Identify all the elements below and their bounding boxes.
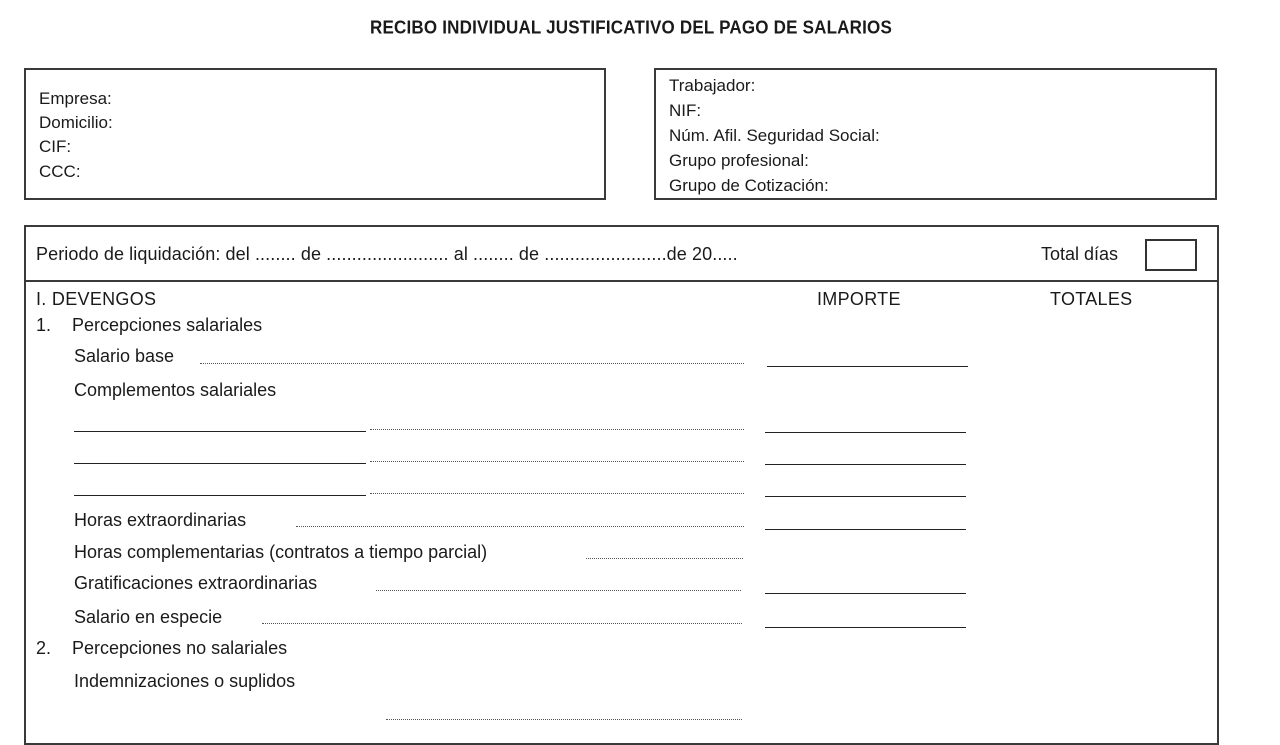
percepciones-salariales-label: Percepciones salariales: [72, 315, 263, 335]
salario-especie-dots: [262, 623, 742, 624]
salario-base-label: Salario base: [74, 346, 175, 366]
percepciones-salariales-number: 1.: [36, 315, 52, 335]
horas-complementarias-label: Horas complementarias (contratos a tiempo parcial): [74, 542, 488, 562]
empresa-box: [24, 68, 606, 200]
complemento-2-importe[interactable]: [765, 464, 966, 465]
totales-header: TOTALES: [1050, 289, 1133, 309]
indemnizaciones-label: Indemnizaciones o suplidos: [74, 671, 296, 691]
horas-extraordinarias-importe[interactable]: [765, 529, 966, 530]
gratificaciones-dots: [376, 590, 741, 591]
complemento-3-dots: [370, 493, 744, 494]
complemento-3-concepto[interactable]: [74, 495, 366, 496]
cif-label: CIF:: [39, 137, 72, 156]
trabajador-box: [654, 68, 1217, 200]
salario-especie-label: Salario en especie: [74, 607, 223, 627]
salario-especie-importe[interactable]: [765, 627, 966, 628]
devengos-heading: I. DEVENGOS: [36, 289, 157, 309]
horas-extraordinarias-dots: [296, 526, 744, 527]
trabajador-label: Trabajador:: [669, 76, 756, 95]
complemento-1-concepto[interactable]: [74, 431, 366, 432]
liquidacion-table: [24, 225, 1219, 745]
total-dias-label: Total días: [1041, 244, 1119, 264]
importe-header: IMPORTE: [817, 289, 901, 309]
complemento-2-dots: [370, 461, 744, 462]
gratificaciones-importe[interactable]: [765, 593, 966, 594]
complemento-1-importe[interactable]: [765, 432, 966, 433]
afiliacion-label: Núm. Afil. Seguridad Social:: [669, 126, 880, 145]
salario-base-importe[interactable]: [767, 366, 968, 367]
percepciones-no-salariales-number: 2.: [36, 638, 52, 658]
complemento-1-dots: [370, 429, 744, 430]
row-divider: [26, 280, 1217, 282]
complemento-2-concepto[interactable]: [74, 463, 366, 464]
grupo-profesional-label: Grupo profesional:: [669, 151, 809, 170]
percepciones-no-salariales-label: Percepciones no salariales: [72, 638, 288, 658]
grupo-cotizacion-label: Grupo de Cotización:: [669, 176, 829, 195]
ccc-label: CCC:: [39, 162, 81, 181]
gratificaciones-label: Gratificaciones extraordinarias: [74, 573, 318, 593]
nif-label: NIF:: [669, 101, 702, 120]
complementos-salariales-label: Complementos salariales: [74, 380, 277, 400]
periodo-liquidacion: Periodo de liquidación: del ........ de ........................ al ........ de ........................de 20.....: [36, 244, 738, 264]
horas-extraordinarias-label: Horas extraordinarias: [74, 510, 247, 530]
salario-base-dots: [200, 363, 744, 364]
complemento-3-importe[interactable]: [765, 496, 966, 497]
document-title: RECIBO INDIVIDUAL JUSTIFICATIVO DEL PAGO DE SALARIOS: [369, 17, 893, 38]
total-dias-field[interactable]: [1145, 239, 1197, 271]
horas-complementarias-dots: [586, 558, 743, 559]
empresa-label: Empresa:: [39, 89, 112, 108]
domicilio-label: Domicilio:: [39, 113, 113, 132]
